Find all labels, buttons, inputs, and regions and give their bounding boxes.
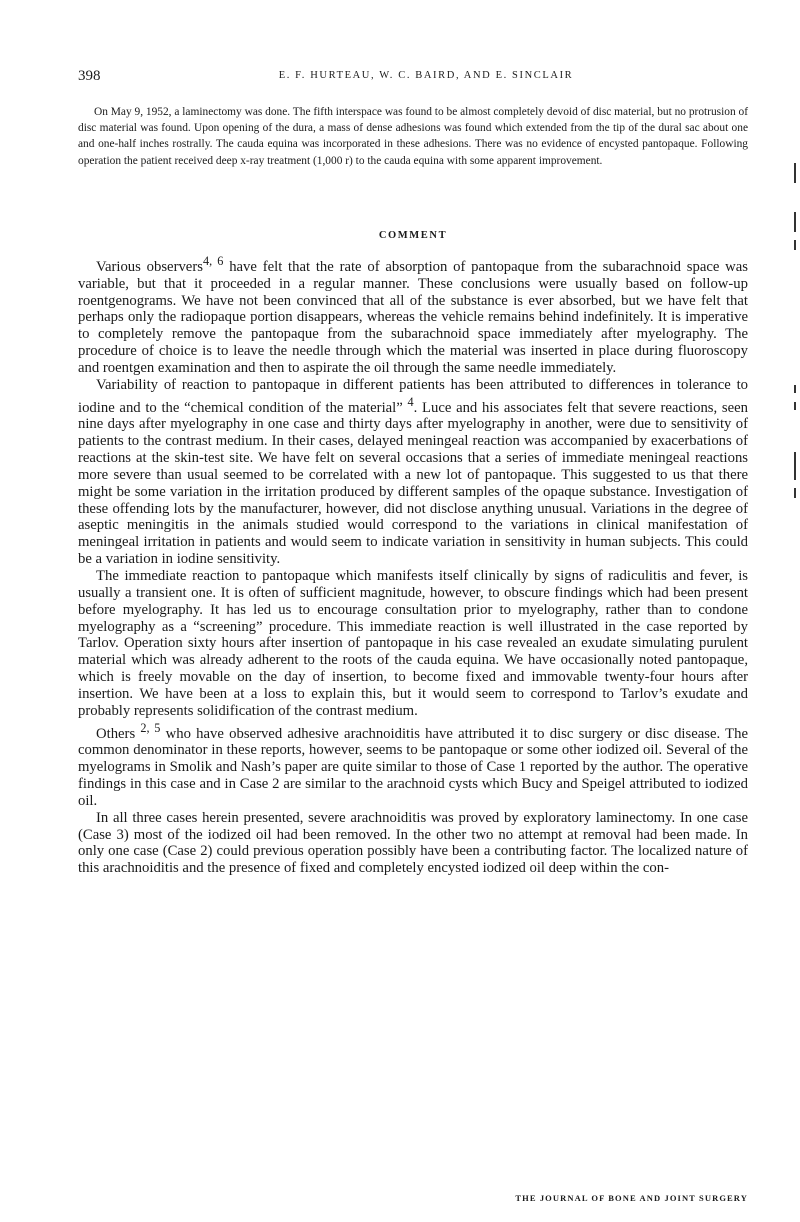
margin-mark — [794, 240, 796, 250]
comment-body — [78, 253, 748, 877]
case-report-paragraph: On May 9, 1952, a laminectomy was done. The fifth interspace was found to be almost completely devoid of disc material, but no protrusion of disc material was found. Upon opening of the dura, a mass of dense adhesions was found which extended from the tip of the dural sac about one and one-half inches rostrally. The cauda equina was incorporated in these adhesions. There was no evidence of encysted pantopaque. Following operation the patient received deep x-ray treatment (1,000 r) to the cauda equina with some apparent improvement. — [78, 106, 748, 167]
paragraph: The immediate reaction to pantopaque which manifests itself clinically by signs of radiculitis and fever, is usually a transient one. It is often of sufficient magnitude, however, to obscure findings which had been present before myelography. It has led us to encourage consultation prior to myelography, rather than to condone myelography as a “screening” procedure. This immediate reaction is well illustrated in the case reported by Tarlov. Operation sixty hours after insertion of pantopaque in his case revealed an exudate simulating purulent material which was already adherent to the roots of the cauda equina. We have occasionally noted pantopaque, which is freely movable on the day of insertion, to become fixed and immovable twenty-four hours after insertion. We have been at a loss to explain this, but it would seem to correspond to Tarlov’s exudate and probably represents solidification of the contrast medium. — [78, 567, 748, 719]
margin-mark — [794, 212, 796, 232]
paragraph: Variability of reaction to pantopaque in different patients has been attributed to differences in tolerance to iodine and to the “chemical condition of the material” $^4$. Luce and his associates felt that severe reactions, seen nine days after myelography in one case and thirty days after myelography in another, were due to sensitivity of patients to the contrast medium. In their cases, delayed meningeal reaction was accompanied by exacerbations of reactions at the skin-test site. We have felt on several occasions that a series of immediate meningeal reactions more severe than usual seemed to be correlated with a new lot of pantopaque. This suggested to us that there might be some variation in the irritation produced by different samples of the opaque substance. Investigation of these offending lots by the manufacturer, however, did not disclose anything unusual. Variations in the degree of aseptic meningitis in the animals studied would correspond to the variations in clinical manifestation of meningeal irritation in patients and would seem to indicate variation in sensitivity in human subjects. This could be a variation in iodine sensitivity. — [78, 376, 748, 568]
paragraph: Various observers$^{4, 6}$ have felt that the rate of absorption of pantopaque from the subarachnoid space was variable, but that it proceeded in a regular manner. These conclusions were usually based on follow-up roentgenograms. We have not been convinced that all of the substance is ever absorbed, but we have felt that perhaps only the radiopaque portion disappears, whereas the vehicle remains behind indefinitely. It is imperative to completely remove the pantopaque from the subarachnoid space immediately after myelography. The procedure of choice is to leave the needle through which the material was inserted in place during fluoroscopy and roentgen examination and then to aspirate the oil through the same needle immediately. — [78, 254, 748, 376]
citation-reference: 4, 6 — [202, 254, 224, 268]
journal-footer: THE JOURNAL OF BONE AND JOINT SURGERY — [515, 1193, 748, 1203]
page-number: 398 — [78, 68, 101, 84]
margin-mark — [794, 452, 796, 480]
margin-mark — [794, 402, 796, 410]
margin-mark — [794, 163, 796, 183]
citation-reference: 4 — [407, 394, 414, 409]
citation-reference: 2, 5 — [140, 720, 161, 735]
paragraph: In all three cases herein presented, severe arachnoiditis was proved by exploratory laminectomy. In one case (Case 3) most of the iodized oil had been removed. In the other two no attempt at removal had been made. In only one case (Case 2) could previous operation possibly have been a contributing factor. The localized nature of this arachnoiditis and the presence of fixed and completely encysted iodized oil deep within the con- — [78, 809, 748, 877]
margin-mark — [794, 385, 796, 393]
margin-mark — [794, 488, 796, 498]
section-title: COMMENT — [378, 230, 448, 241]
paragraph: Others $^{2, 5}$ who have observed adhesive arachnoiditis have attributed it to disc surgery or disc disease. The common denominator in these reports, however, seems to be pantopaque or some other iodized oil. Several of the myelograms in Smolik and Nash’s paper are quite similar to those of Case 1 reported by the author. The operative findings in this case and in Case 2 are similar to the arachnoid cysts which Bucy and Speigel attributed to iodized oil. — [78, 720, 748, 809]
page-header — [78, 68, 748, 88]
running-head: E. F. HURTEAU, W. C. BAIRD, AND E. SINCLAIR — [278, 70, 574, 81]
